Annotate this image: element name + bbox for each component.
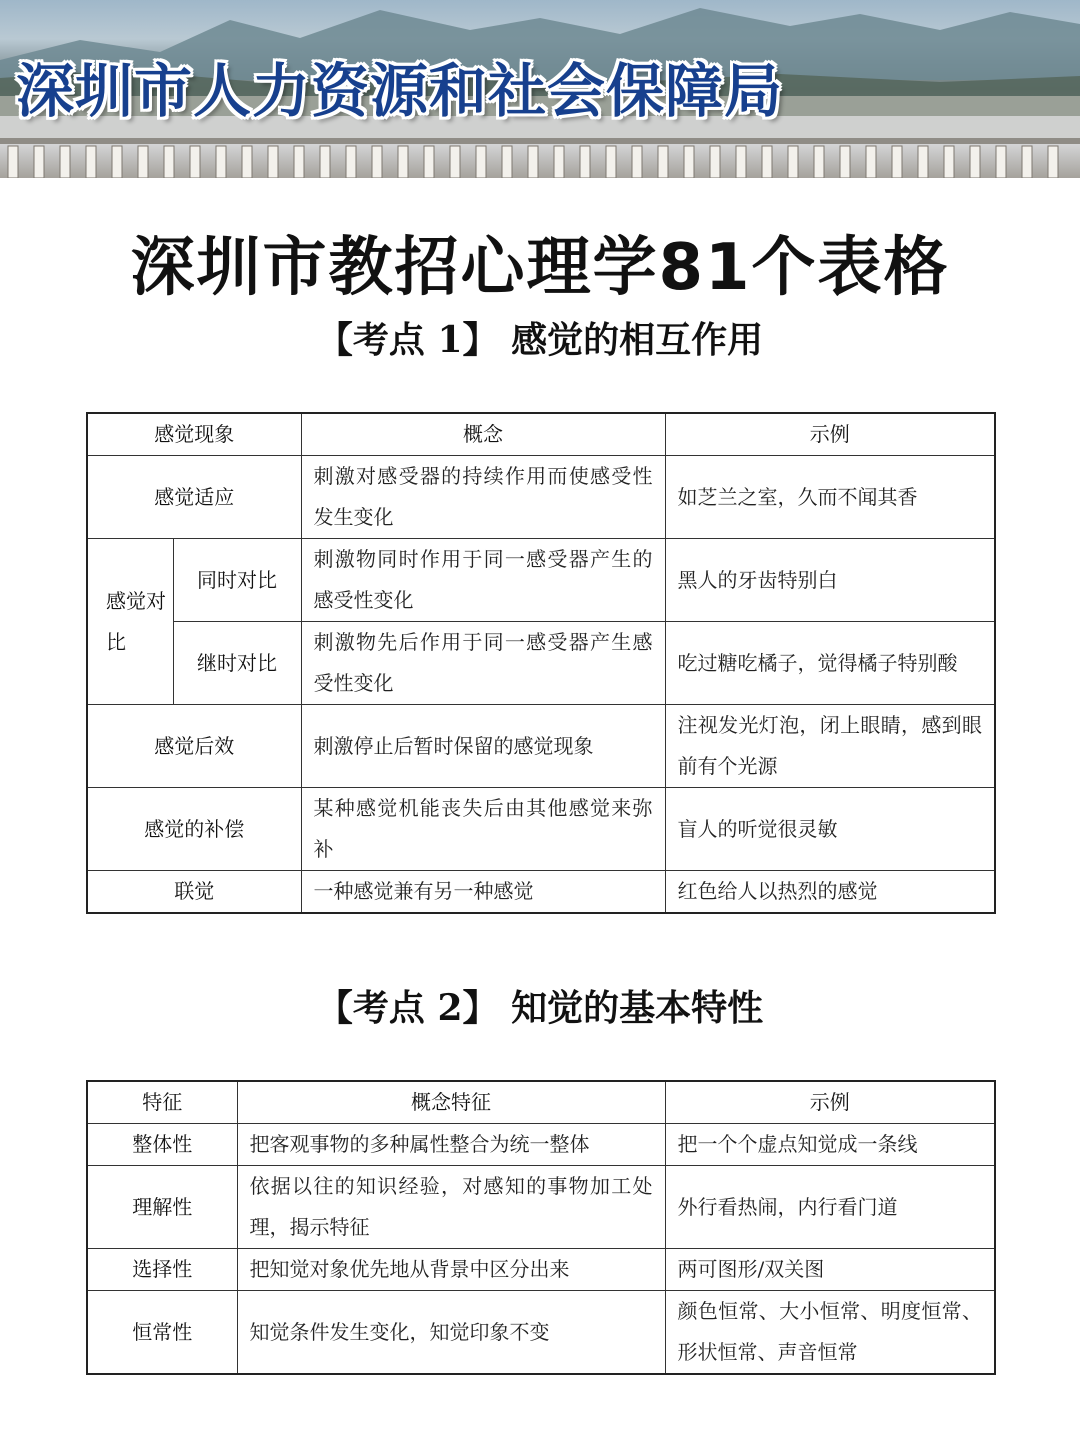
section-2-title: 知觉的基本特性 xyxy=(511,988,764,1029)
example-cell: 两可图形/双关图 xyxy=(665,1249,995,1291)
section-1-heading xyxy=(0,312,1080,363)
table-row xyxy=(87,705,995,788)
example-cell: 颜色恒常、大小恒常、明度恒常、形状恒常、声音恒常 xyxy=(665,1291,995,1375)
header-cell: 概念 xyxy=(301,413,665,456)
header-cell: 概念特征 xyxy=(237,1081,665,1124)
concept-cell: 刺激对感受器的持续作用而使感受性发生变化 xyxy=(301,456,665,539)
section-2-heading xyxy=(0,980,1080,1031)
concept-cell: 把客观事物的多种属性整合为统一整体 xyxy=(237,1124,665,1166)
table-row xyxy=(87,788,995,871)
feature-cell: 恒常性 xyxy=(87,1291,237,1375)
header-cell: 感觉现象 xyxy=(87,413,301,456)
concept-cell: 刺激物先后作用于同一感受器产生感受性变化 xyxy=(301,622,665,705)
feature-cell: 选择性 xyxy=(87,1249,237,1291)
example-cell: 黑人的牙齿特别白 xyxy=(665,539,995,622)
perception-properties-table xyxy=(86,1080,996,1375)
table-row xyxy=(87,871,995,914)
example-cell: 外行看热闹，内行看门道 xyxy=(665,1166,995,1249)
phenomenon-cell: 感觉适应 xyxy=(87,456,301,539)
section-2-tag: 【考点 2】 xyxy=(316,987,499,1029)
concept-cell: 知觉条件发生变化，知觉印象不变 xyxy=(237,1291,665,1375)
header-cell: 示例 xyxy=(665,1081,995,1124)
page-title: 深圳市教招心理学81个表格 xyxy=(130,231,950,305)
concept-cell: 依据以往的知识经验，对感知的事物加工处理，揭示特征 xyxy=(237,1166,665,1249)
header-banner xyxy=(0,0,1080,178)
table-row xyxy=(87,456,995,539)
header-cell: 特征 xyxy=(87,1081,237,1124)
example-cell: 吃过糖吃橘子，觉得橘子特别酸 xyxy=(665,622,995,705)
table-row xyxy=(87,1166,995,1249)
concept-cell: 一种感觉兼有另一种感觉 xyxy=(301,871,665,914)
table-row xyxy=(87,539,995,622)
header-cell: 示例 xyxy=(665,413,995,456)
example-cell: 如芝兰之室，久而不闻其香 xyxy=(665,456,995,539)
sensation-interaction-table xyxy=(86,412,996,914)
concept-cell: 刺激停止后暂时保留的感觉现象 xyxy=(301,705,665,788)
phenomenon-cell: 继时对比 xyxy=(173,622,301,705)
table-row xyxy=(87,1124,995,1166)
example-cell: 注视发光灯泡，闭上眼睛，感到眼前有个光源 xyxy=(665,705,995,788)
table-header-row xyxy=(87,413,995,456)
feature-cell: 理解性 xyxy=(87,1166,237,1249)
section-1-tag: 【考点 1】 xyxy=(316,319,499,361)
example-cell: 红色给人以热烈的感觉 xyxy=(665,871,995,914)
phenomenon-cell: 感觉后效 xyxy=(87,705,301,788)
table-header-row xyxy=(87,1081,995,1124)
table-row xyxy=(87,1249,995,1291)
group-cell: 感觉对比 xyxy=(87,539,173,705)
phenomenon-cell: 联觉 xyxy=(87,871,301,914)
feature-cell: 整体性 xyxy=(87,1124,237,1166)
table-row xyxy=(87,622,995,705)
concept-cell: 刺激物同时作用于同一感受器产生的感受性变化 xyxy=(301,539,665,622)
concept-cell: 把知觉对象优先地从背景中区分出来 xyxy=(237,1249,665,1291)
phenomenon-cell: 同时对比 xyxy=(173,539,301,622)
table-row xyxy=(87,1291,995,1375)
example-cell: 把一个个虚点知觉成一条线 xyxy=(665,1124,995,1166)
banner-title: 深圳市人力资源和社会保障局 xyxy=(16,57,784,125)
concept-cell: 某种感觉机能丧失后由其他感觉来弥补 xyxy=(301,788,665,871)
section-1-title: 感觉的相互作用 xyxy=(511,320,764,361)
phenomenon-cell: 感觉的补偿 xyxy=(87,788,301,871)
example-cell: 盲人的听觉很灵敏 xyxy=(665,788,995,871)
